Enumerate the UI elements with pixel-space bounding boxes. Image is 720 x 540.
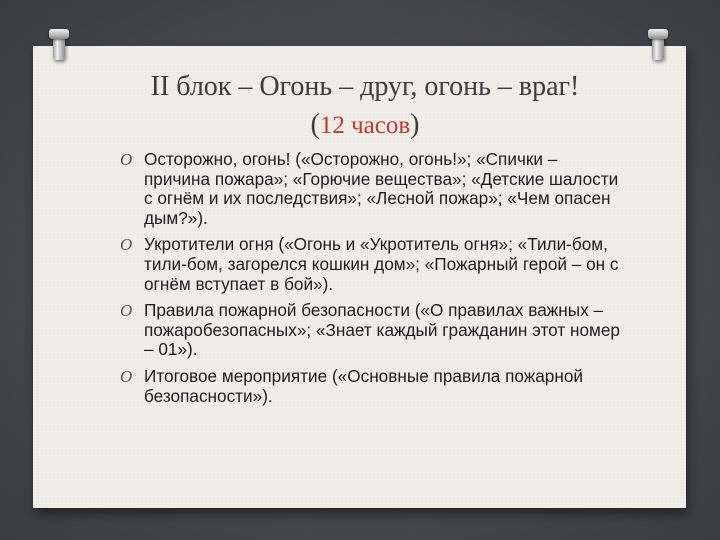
- pushpin-icon: [49, 29, 69, 63]
- list-item: [120, 301, 620, 360]
- title-paren-close: ): [410, 109, 420, 140]
- title-line-2: [60, 106, 670, 145]
- list-item-text: Осторожно, огонь! («Осторожно, огонь!»; «Спички – причина пожара»; «Горючие вещества»; «Детские шалости с огнём и их последствия»; «Лесной пожар»; «Чем опасен дым?»).: [144, 149, 619, 228]
- bullet-marker-icon: O: [120, 301, 133, 321]
- list-item: [120, 367, 620, 406]
- list-item-text: Укротители огня («Огонь и «Укротитель огня»; «Тили-бом, тили-бом, загорелся кошкин дом»; «Пожарный герой – он с огнём вступает в бой»).: [144, 234, 619, 294]
- title-hours: 12 часов: [319, 112, 411, 139]
- list-item-text: Итоговое мероприятие («Основные правила пожарной безопасности»).: [144, 365, 584, 406]
- list-item: [120, 235, 620, 294]
- list-item-text: Правила пожарной безопасности («О правилах важных – пожаробезопасных»; «Знает каждый гражданин этот номер – 01»).: [144, 300, 620, 360]
- title-paren-open: (: [310, 109, 320, 140]
- pushpin-icon: [648, 29, 668, 63]
- bullet-marker-icon: O: [120, 235, 133, 255]
- slide-title: [60, 68, 670, 145]
- bullet-marker-icon: O: [120, 150, 133, 169]
- title-line-1: II блок – Огонь – друг, огонь – враг!: [150, 71, 580, 102]
- list-item: [120, 150, 620, 228]
- bullet-marker-icon: O: [120, 366, 133, 386]
- bullet-list: [120, 150, 620, 413]
